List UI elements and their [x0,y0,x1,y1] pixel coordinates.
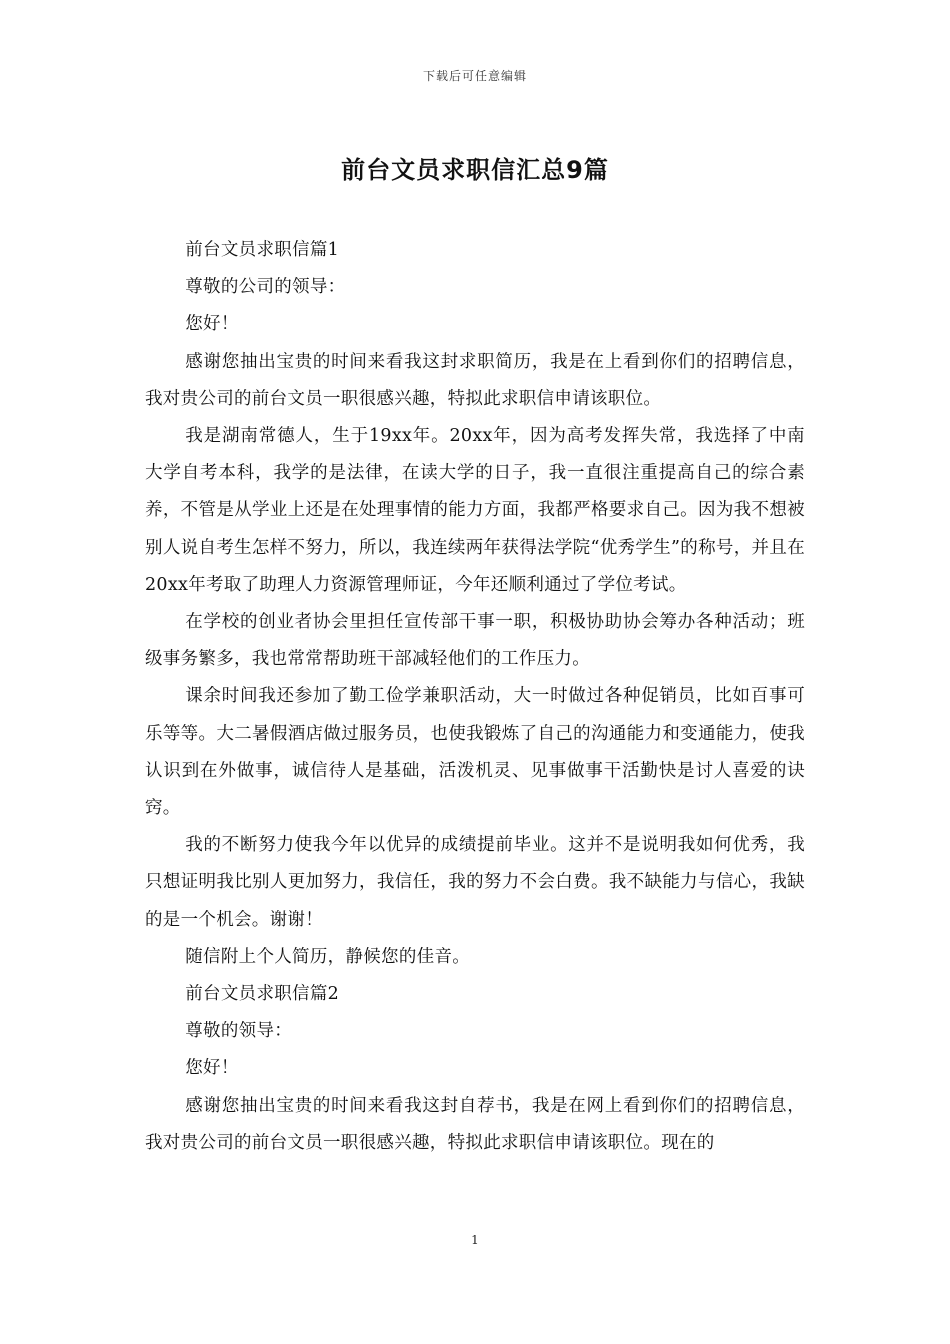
page-number: 1 [471,1233,479,1247]
greeting: 您好！ [185,314,239,335]
section-heading: 前台文员求职信篇2 [185,984,340,1005]
body-paragraph: 在学校的创业者协会里担任宣传部干事一职，积极协助协会筹办各种活动；班级事务繁多，我也常常帮助班干部减轻他们的工作压力。 [145,612,805,670]
body-paragraph: 感谢您抽出宝贵的时间来看我这封自荐书，我是在网上看到你们的招聘信息，我对贵公司的前台文员一职很感兴趣，特拟此求职信申请该职位。现在的 [145,1095,805,1153]
body-paragraph: 随信附上个人简历，静候您的佳音。 [185,946,471,967]
greeting: 您好！ [185,1058,239,1079]
section-heading: 前台文员求职信篇1 [185,240,340,260]
body-paragraph: 我的不断努力使我今年以优异的成绩提前毕业。这并不是说明我如何优秀，我只想证明我比别人更加努力，我信任，我的努力不会白费。我不缺能力与信心，我缺的是一个机会。谢谢！ [145,835,805,930]
header-note: 下载后可任意编辑 [422,69,527,83]
body-paragraph: 感谢您抽出宝贵的时间来看我这封求职简历，我是在上看到你们的招聘信息，我对贵公司的前台文员一职很感兴趣，特拟此求职信申请该职位。 [145,351,805,409]
body-paragraph: 我是湖南常德人，生于19xx年。20xx年，因为高考发挥失常，我选择了中南大学自考本科，我学的是法律，在读大学的日子，我一直很注重提高自己的综合素养，不管是从学业上还是在处理事情的能力方面，我都严格要求自己。因为我不想被别人说自考生怎样不努力，所以，我连续两年获得法学院“优秀学生”的称号，并且在20xx年考取了助理人力资源管理师证，今年还顺利通过了学位考试。 [145,426,805,595]
salutation: 尊敬的领导： [185,1021,293,1042]
document-title: 前台文员求职信汇总9篇 [341,156,609,184]
body-paragraph: 课余时间我还参加了勤工俭学兼职活动，大一时做过各种促销员，比如百事可乐等等。大二暑假酒店做过服务员，也使我锻炼了自己的沟通能力和变通能力，使我认识到在外做事，诚信待人是基础，活泼机灵、见事做事干活勤快是讨人喜爱的诀窍。 [145,686,805,819]
document-body [145,232,805,1162]
salutation: 尊敬的公司的领导： [185,277,346,298]
